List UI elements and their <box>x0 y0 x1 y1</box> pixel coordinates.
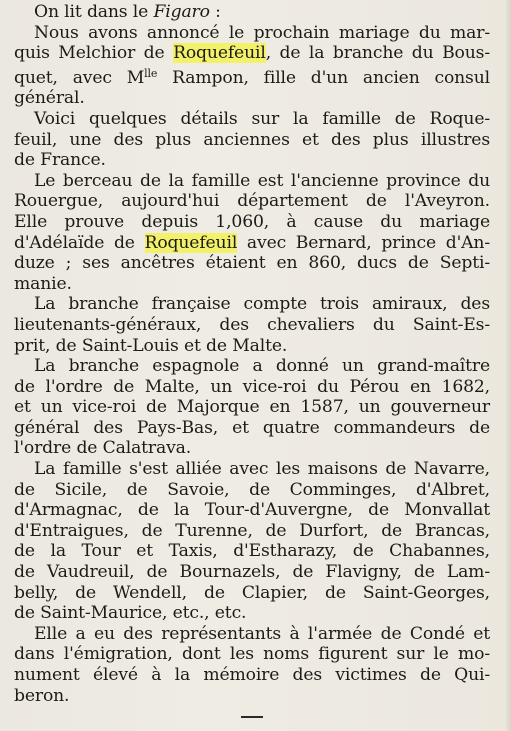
source-name: Figaro <box>153 2 210 22</box>
text-line: d'Adélaïde de Roquefeuil avec Bernard, prince d'An- <box>14 232 490 253</box>
text-line: de Sicile, de Savoie, de Comminges, d'Albret, <box>14 479 490 500</box>
text-line: de France. <box>14 150 106 171</box>
text-line: Rouergue, aujourd'hui département de l'Aveyron. <box>14 191 490 212</box>
text-line: et un vice-roi de Majorque en 1587, un gouverneur <box>14 397 490 418</box>
intro-line: On lit dans le Figaro : <box>34 2 221 22</box>
text-line: Voici quelques détails sur la famille de Roque- <box>34 108 490 129</box>
text-line: prit, de Saint-Louis et de Malte. <box>14 335 288 356</box>
text-line: Le berceau de la famille est l'ancienne province du <box>34 170 490 191</box>
text-line: quis Melchior de Roquefeuil, de la branche du Bous- <box>14 43 490 64</box>
article-text <box>14 2 490 706</box>
highlighted-name: Roquefeuil <box>173 43 266 64</box>
text-line: dans l'émigration, dont les noms figurent sur le mo- <box>14 644 490 665</box>
text-line: duze ; ses ancêtres étaient en 860, ducs de Septi- <box>14 253 490 274</box>
text-line: général des Pays-Bas, et quatre commandeurs de <box>14 417 490 438</box>
text-line: manie. <box>14 273 72 294</box>
text-line: feuil, une des plus anciennes et des plus illustres <box>14 129 490 150</box>
text-line: de la Tour et Taxis, d'Estharazy, de Chabannes, <box>14 541 490 562</box>
text-line: beron. <box>14 685 70 706</box>
text-line: La famille s'est alliée avec les maisons de Navarre, <box>34 459 490 480</box>
text-line: de Vaudreuil, de Bournazels, de Flavigny, de Lam- <box>14 562 490 583</box>
text-line: Elle prouve depuis 1,060, à cause du mariage <box>14 211 490 232</box>
text-line: quet, avec $M^{lle}$ Rampon, fille d'un ancien consul <box>14 66 490 88</box>
text-line: de Saint-Maurice, etc., etc. <box>14 603 247 624</box>
text-line: Nous avons annoncé le prochain mariage du mar- <box>34 22 490 43</box>
text-line: La branche française compte trois amiraux, des <box>34 294 490 315</box>
text-line: de l'ordre de Malte, un vice-roi du Pérou en 1682, <box>14 376 490 397</box>
text-line: nument élevé à la mémoire des victimes de Qui- <box>14 665 490 685</box>
page-edge <box>506 0 511 731</box>
text-line: La branche espagnole a donné un grand-maître <box>34 356 490 377</box>
text-line: d'Armagnac, de la Tour-d'Auvergne, de Monvallat <box>14 500 490 521</box>
text-line: Elle a eu des représentants à l'armée de Condé et <box>34 623 490 644</box>
end-rule <box>241 716 263 718</box>
text-line: l'ordre de Calatrava. <box>14 438 192 459</box>
text-line: lieutenants-généraux, des chevaliers du Saint-Es- <box>14 314 490 335</box>
text-line: général. <box>14 88 85 109</box>
text-line: belly, de Wendell, de Clapier, de Saint-Georges, <box>14 582 490 603</box>
text-line: d'Entraigues, de Turenne, de Durfort, de Brancas, <box>14 520 490 541</box>
highlighted-name: Roquefeuil <box>144 232 238 253</box>
